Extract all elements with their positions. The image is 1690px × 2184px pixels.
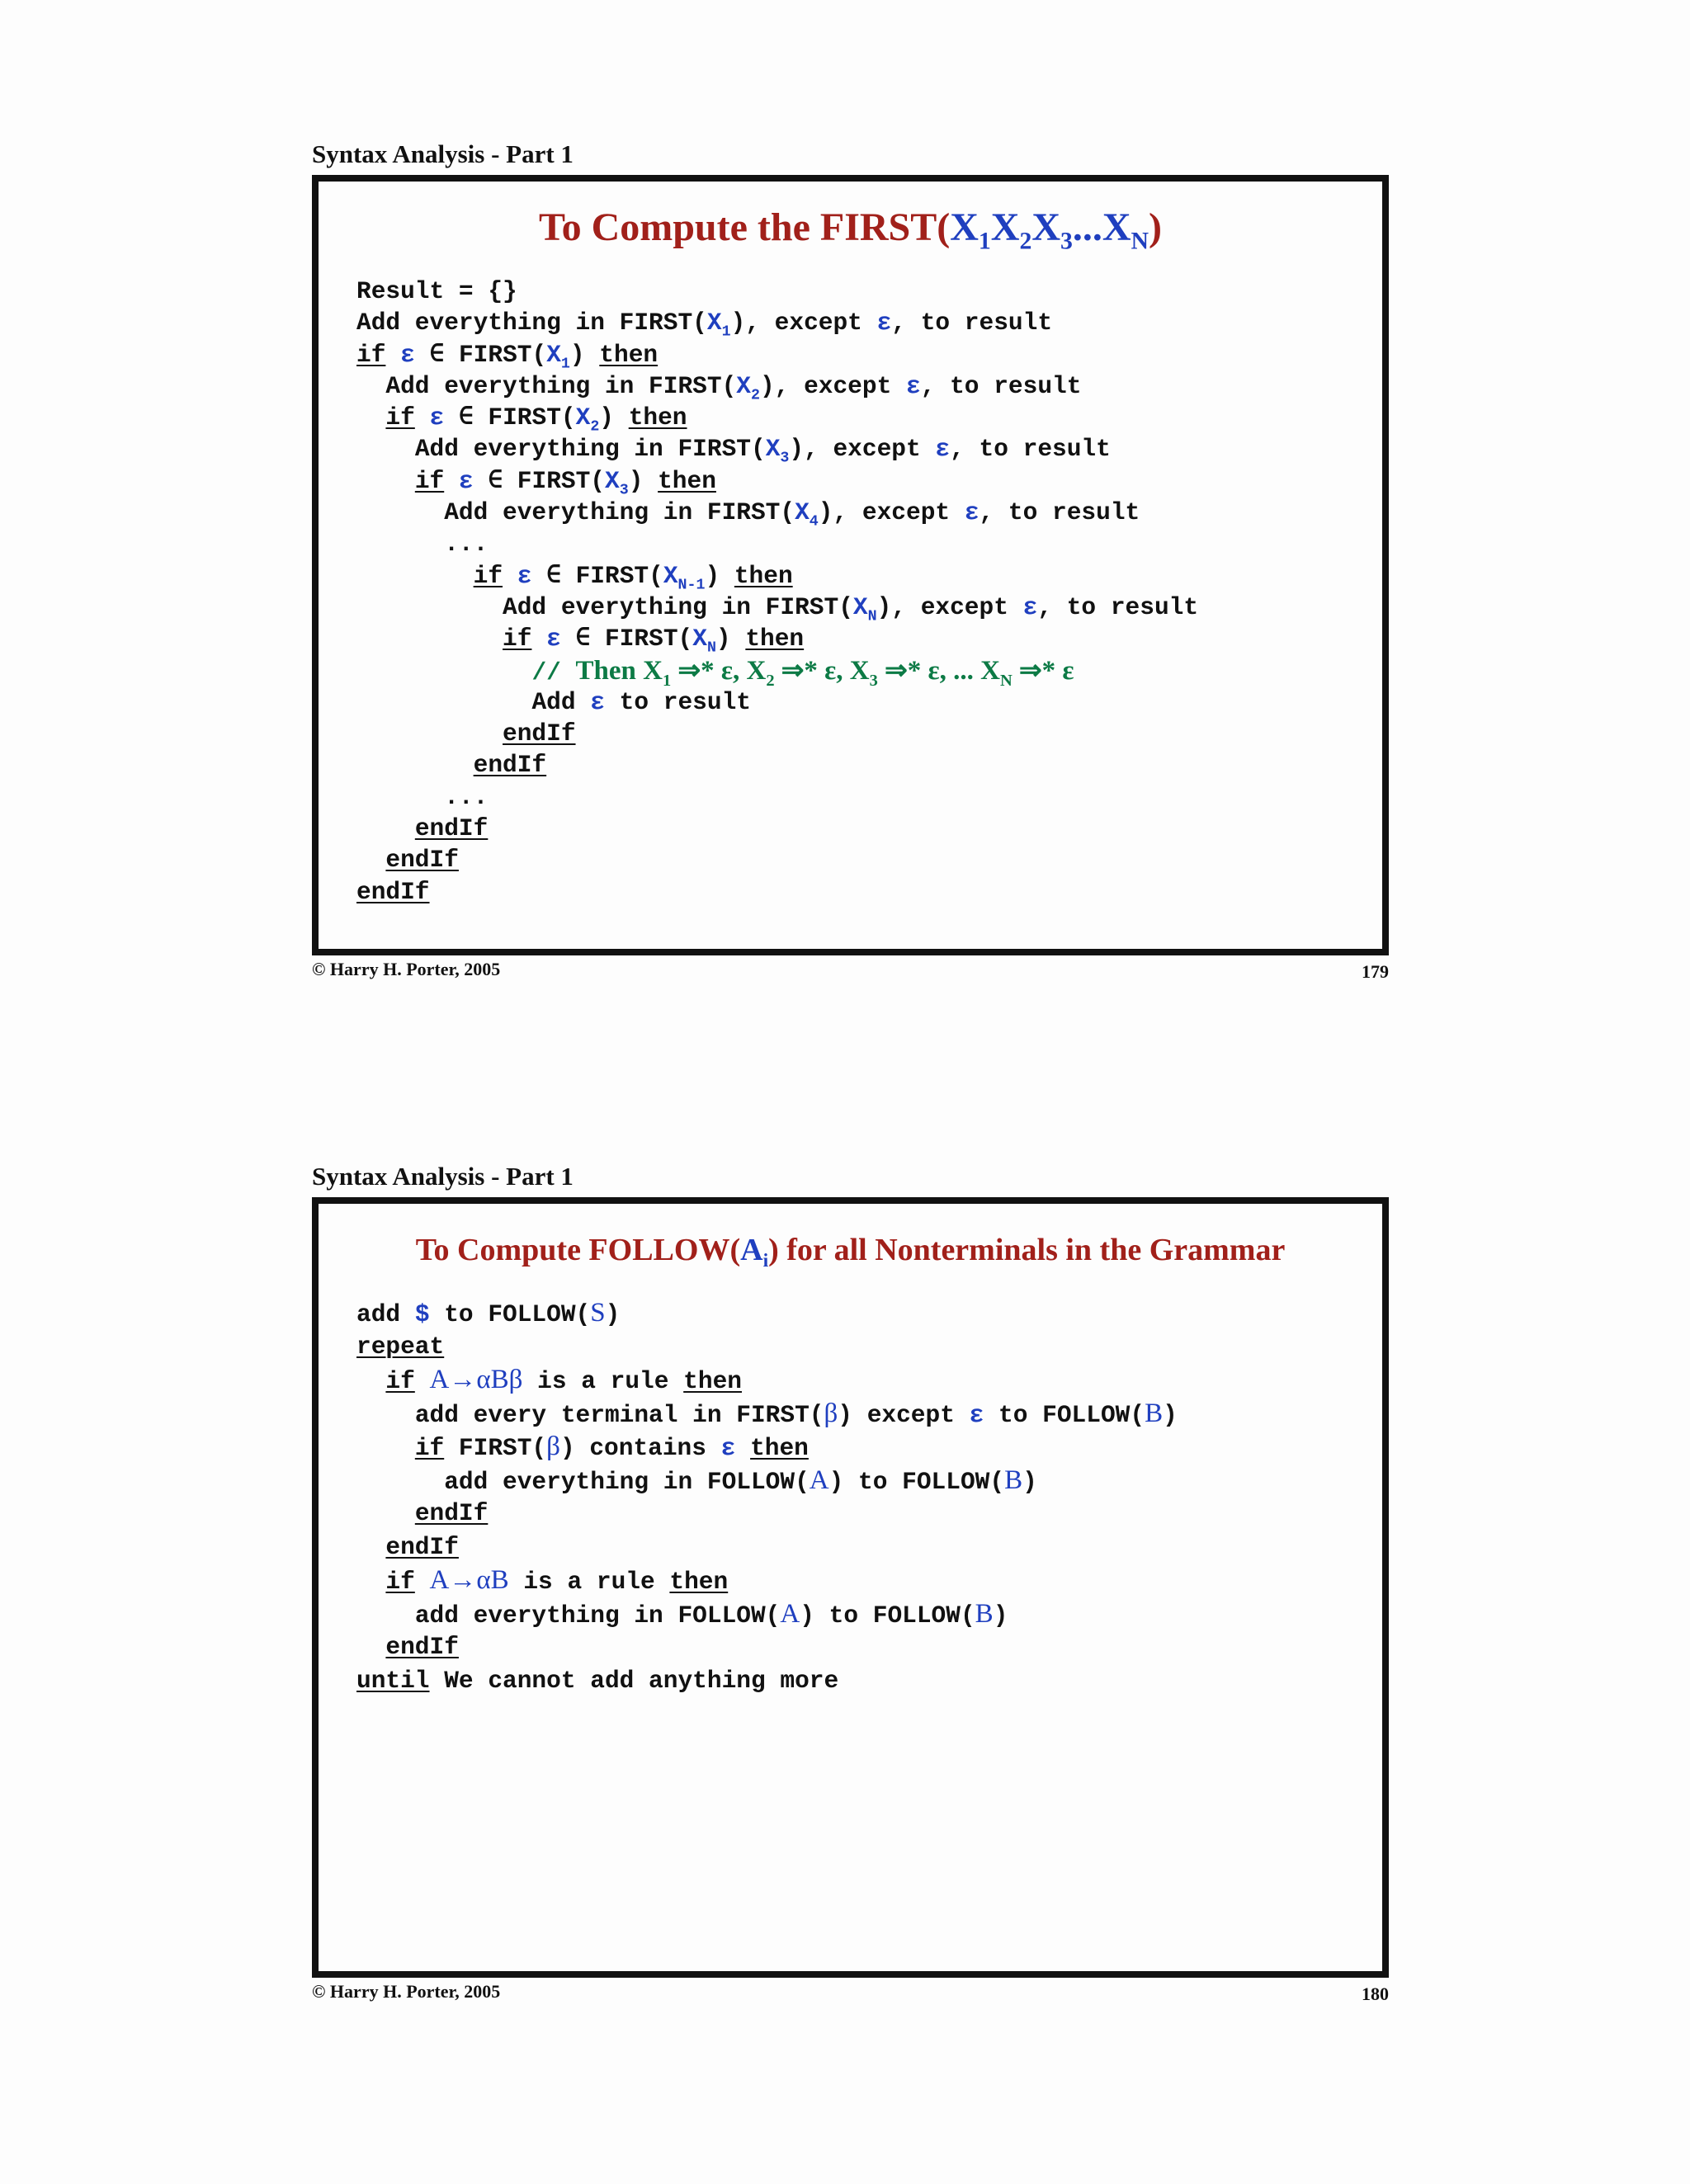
code-line: add every terminal in FIRST(β) except ε to FOLLOW(B): [414, 1398, 1178, 1429]
page-number: 180: [1362, 1984, 1389, 2004]
slide-header: Syntax Analysis - Part 1: [312, 1162, 574, 1191]
pseudocode-block: [356, 276, 1198, 908]
code-line: Add everything in $FIRST(X_3)$, except ε, to result: [414, 435, 1111, 467]
code-line: if ε ∈ $FIRST(X_N)$ then: [503, 625, 805, 657]
slide-frame: [312, 1197, 1389, 1978]
code-line: ...: [444, 782, 489, 811]
code-line: ...: [444, 530, 489, 559]
code-line: endIf: [385, 846, 459, 875]
code-line: endIf: [473, 751, 547, 780]
code-line: Add everything in $FIRST(X_1)$, except ε, to result: [356, 309, 1053, 341]
code-line: endIf: [414, 814, 489, 843]
code-line: Add everything in $FIRST(X_2)$, except ε, to result: [385, 371, 1082, 404]
code-line: endIf: [503, 719, 576, 748]
code-line: if ε ∈ $FIRST(X_3)$ then: [414, 466, 716, 499]
copyright: © Harry H. Porter, 2005: [312, 1981, 501, 2002]
page-number: 179: [1362, 961, 1389, 982]
code-line: if ε ∈ $FIRST(X_1)$ then: [356, 340, 659, 372]
slide-header: Syntax Analysis - Part 1: [312, 139, 574, 168]
code-line: Add ε to result: [531, 687, 751, 716]
code-line: endIf: [385, 1532, 459, 1561]
code-comment: // Then $X_1$ ⇒* ε, $X_2$ ⇒* ε, $X_3$ ⇒* ε, ... $X_N$ ⇒* ε: [531, 655, 1074, 690]
code-line: if A→αBβ is a rule then: [385, 1365, 742, 1395]
code-line: if ε ∈ $FIRST(X_{N-1})$ then: [473, 561, 793, 593]
code-line: if A→αB is a rule then: [385, 1565, 729, 1596]
slide-title: To Compute $FOLLOW(A_i)$ for all Nonterminals in the Grammar: [415, 1233, 1286, 1272]
pseudocode-block: [356, 1296, 1178, 1697]
code-line: if ε ∈ $FIRST(X_2)$ then: [385, 403, 687, 436]
code-line: endIf: [356, 877, 430, 906]
code-line: add $ to FOLLOW(S): [356, 1298, 621, 1328]
slide-title: To Compute the $FIRST(X_1X_2X_3...X_N)$: [538, 205, 1163, 255]
code-line: add everything in FOLLOW(A) to FOLLOW(B): [444, 1465, 1037, 1496]
code-line: repeat: [356, 1332, 445, 1361]
code-line: add everything in FOLLOW(A) to FOLLOW(B): [414, 1598, 1008, 1630]
code-line: Add everything in $FIRST(X_4)$, except ε, to result: [444, 498, 1140, 531]
code-line: if FIRST(β) contains ε then: [414, 1432, 809, 1462]
copyright: © Harry H. Porter, 2005: [312, 959, 501, 979]
code-line: endIf: [385, 1633, 459, 1661]
slide-frame: [312, 175, 1389, 955]
code-line: Result = {}: [356, 277, 517, 305]
code-line: Add everything in $FIRST(X_N)$, except ε, to result: [503, 592, 1199, 625]
code-line: endIf: [414, 1499, 489, 1527]
code-line: until We cannot add anything more: [356, 1666, 839, 1695]
